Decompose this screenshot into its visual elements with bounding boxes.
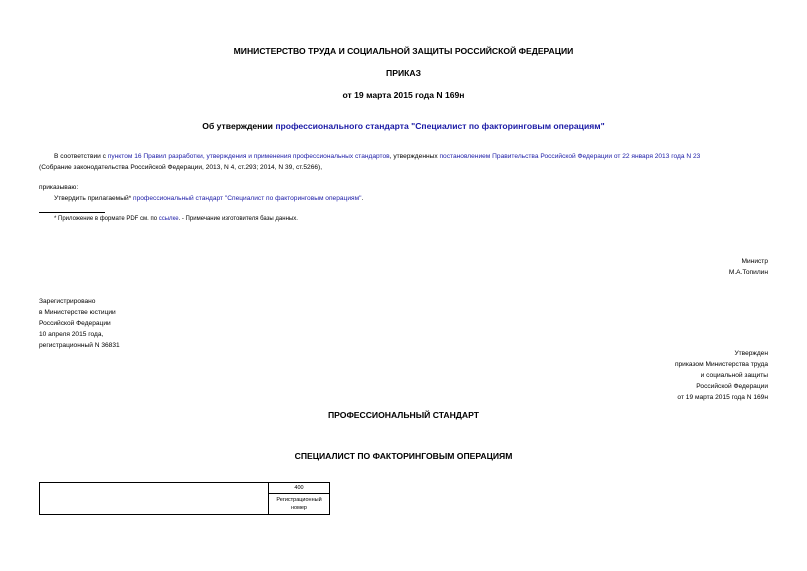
reg-code-cell: 400 — [269, 483, 330, 494]
decree-word: приказываю: — [39, 184, 79, 191]
reg-caption-line-2: номер — [291, 505, 307, 511]
approved-line-4: Российской Федерации — [696, 383, 768, 390]
registration-line-5: регистрационный N 36831 — [39, 342, 120, 349]
approved-line-2: приказом Министерства труда — [674, 361, 768, 368]
basis-text-mid: , утвержденных — [389, 153, 440, 160]
basis-text-start: В соответствии с — [54, 153, 108, 160]
signature-title: Министр — [741, 258, 768, 265]
footnote-separator — [39, 212, 105, 213]
reg-table-empty-cell — [40, 483, 269, 515]
approve-text-end: . — [361, 195, 364, 202]
registration-line-1: Зарегистрировано — [39, 298, 96, 305]
approved-line-3: и социальной защиты — [700, 372, 768, 379]
registration-number-table — [39, 482, 330, 515]
basis-paragraph-cont: (Собрание законодательства Российской Федерации, 2013, N 4, ст.293; 2014, N 39, ст.5266), — [39, 164, 323, 171]
footnote — [54, 214, 298, 225]
standard-name: СПЕЦИАЛИСТ ПО ФАКТОРИНГОВЫМ ОПЕРАЦИЯМ — [294, 451, 513, 461]
order-subject — [0, 121, 807, 131]
registration-line-4: 10 апреля 2015 года, — [39, 331, 104, 338]
pdf-link[interactable]: ссылке — [158, 216, 179, 222]
reg-caption-cell — [269, 494, 330, 515]
order-date: от 19 марта 2015 года N 169н — [342, 90, 465, 100]
ministry-title: МИНИСТЕРСТВО ТРУДА И СОЦИАЛЬНОЙ ЗАЩИТЫ РОССИЙСКОЙ ФЕДЕРАЦИИ — [233, 46, 574, 56]
basis-paragraph — [54, 151, 700, 162]
approve-text-start: Утвердить прилагаемый* — [54, 195, 134, 202]
footnote-text-end: . - Примечание изготовителя базы данных. — [178, 216, 298, 222]
approved-line-5: от 19 марта 2015 года N 169н — [677, 394, 768, 401]
signature-name: М.А.Топилин — [728, 269, 768, 276]
approved-line-1: Утвержден — [734, 350, 768, 357]
subject-standard-link[interactable]: профессионального стандарта "Специалист по факторинговым операциям" — [275, 121, 605, 131]
subject-prefix: Об утверждении — [202, 121, 276, 131]
approve-paragraph — [54, 193, 363, 204]
rules-point-16-link[interactable]: пунктом 16 Правил разработки, утверждения и применения профессиональных стандартов — [107, 153, 390, 160]
government-decree-link[interactable]: постановлением Правительства Российской Федерации от 22 января 2013 года N 23 — [439, 153, 701, 160]
approved-standard-link[interactable]: профессиональный стандарт "Специалист по факторинговым операциям" — [133, 195, 362, 202]
registration-line-2: в Министерстве юстиции — [39, 309, 116, 316]
reg-caption-line-1: Регистрационный — [276, 497, 322, 503]
standard-title: ПРОФЕССИОНАЛЬНЫЙ СТАНДАРТ — [327, 410, 480, 420]
footnote-text-start: * Приложение в формате PDF см. по — [54, 216, 159, 222]
registration-line-3: Российской Федерации — [39, 320, 111, 327]
order-heading: ПРИКАЗ — [386, 68, 421, 78]
